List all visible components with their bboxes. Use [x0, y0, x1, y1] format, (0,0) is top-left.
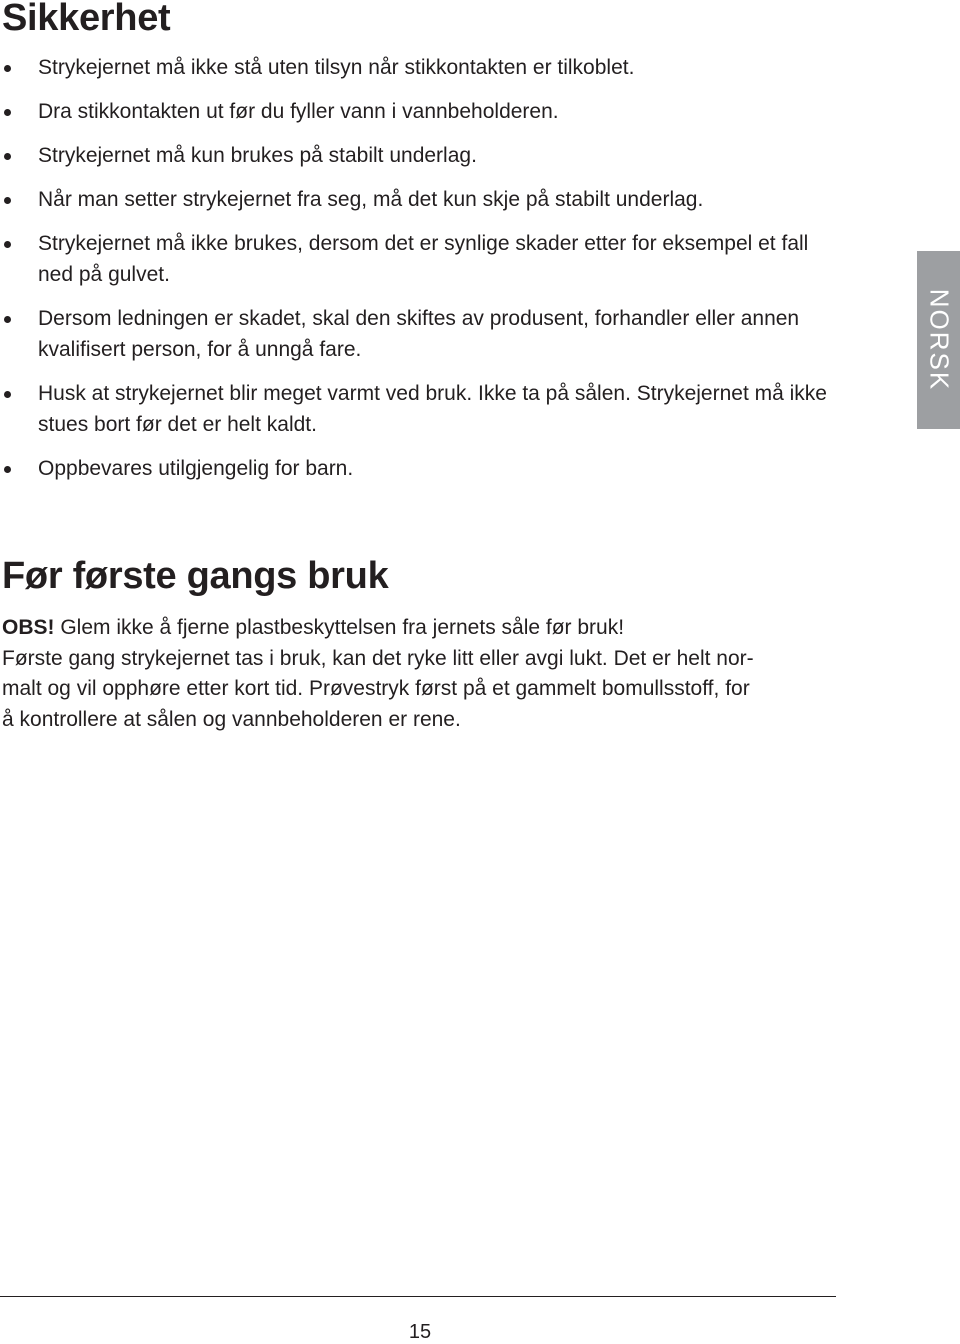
bullet-icon — [4, 197, 11, 204]
list-item-text: Dra stikkontakten ut før du fyller vann i vannbeholderen. — [38, 100, 559, 123]
safety-bullet-list — [0, 52, 840, 497]
obs-text: Glem ikke å fjerne plastbeskyttelsen fra jernets såle før bruk! — [54, 616, 625, 639]
section-title-safety: Sikkerhet — [2, 0, 171, 39]
paragraph-line: å kontrollere at sålen og vannbeholderen er rene. — [2, 707, 461, 731]
first-use-text — [2, 613, 832, 735]
bullet-icon — [4, 316, 11, 323]
list-item-text: Når man setter strykejernet fra seg, må det kun skje på stabilt underlag. — [38, 188, 704, 211]
bullet-icon — [4, 65, 11, 72]
language-tab-label: NORSK — [924, 288, 954, 392]
list-item — [0, 52, 840, 83]
obs-label: OBS! — [2, 616, 55, 639]
list-item-text: Strykejernet må ikke brukes, dersom det er synlige skader etter for eksempel et fall ned på gulvet. — [38, 232, 809, 286]
list-item — [0, 453, 840, 484]
list-item-text: Strykejernet må kun brukes på stabilt underlag. — [38, 144, 477, 167]
list-item — [0, 96, 840, 127]
language-tab — [917, 251, 960, 429]
paragraph-line: malt og vil opphøre etter kort tid. Prøvestryk først på et gammelt bomullsstoff, for — [2, 677, 750, 700]
list-item — [0, 140, 840, 171]
list-item-text: Husk at strykejernet blir meget varmt ved bruk. Ikke ta på sålen. Strykejernet må ikke stues bort før det er helt kaldt. — [38, 382, 827, 436]
section-title-first-use: Før første gangs bruk — [2, 555, 389, 597]
obs-line — [2, 613, 832, 644]
list-item — [0, 378, 840, 440]
list-item — [0, 184, 840, 215]
list-item — [0, 303, 840, 365]
list-item-text: Dersom ledningen er skadet, skal den skiftes av produsent, forhandler eller annen kvalifisert person, for å unngå fare. — [38, 307, 800, 361]
bullet-icon — [4, 153, 11, 160]
footer-divider — [0, 1296, 836, 1297]
page-number: 15 — [408, 1321, 432, 1343]
list-item-text: Strykejernet må ikke stå uten tilsyn når stikkontakten er tilkoblet. — [38, 56, 635, 79]
list-item — [0, 228, 840, 290]
bullet-icon — [4, 391, 11, 398]
paragraph-line: Første gang strykejernet tas i bruk, kan det ryke litt eller avgi lukt. Det er helt nor- — [2, 646, 754, 670]
list-item-text: Oppbevares utilgjengelig for barn. — [38, 457, 354, 480]
bullet-icon — [4, 466, 11, 473]
bullet-icon — [4, 109, 11, 116]
bullet-icon — [4, 241, 11, 248]
